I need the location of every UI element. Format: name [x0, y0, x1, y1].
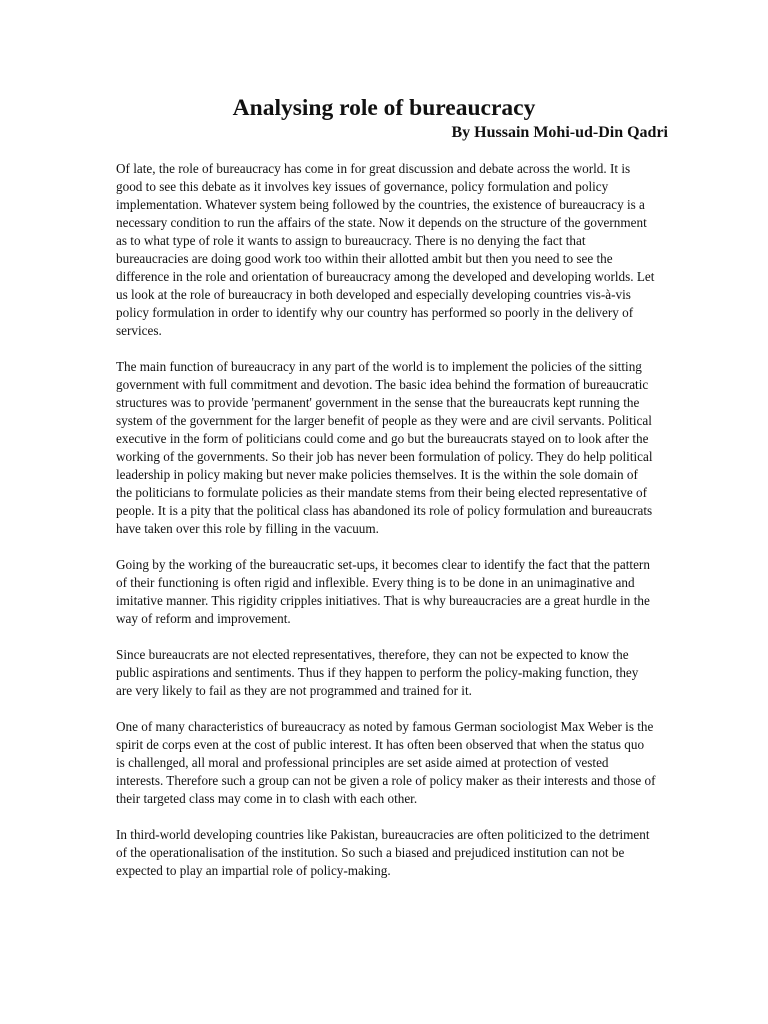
- paragraph-3: Going by the working of the bureaucratic set-ups, it becomes clear to identify the fact that the pattern of their functioning is often rigid and inflexible. Every thing is to be done in an unimaginative and imitative manner. This rigidity cripples initiatives. That is why bureaucracies are a great hurdle in the way of reform and improvement.: [116, 557, 650, 626]
- paragraph-6: In third-world developing countries like Pakistan, bureaucracies are often politicized to the detriment of the operationalisation of the institution. So such a biased and prejudiced institution can not be expected to play an impartial role of policy-making.: [116, 827, 650, 878]
- author-byline: By Hussain Mohi-ud-Din Qadri: [451, 124, 668, 141]
- paragraph-5: One of many characteristics of bureaucracy as noted by famous German sociologist Max Weber is the spirit de corps even at the cost of public interest. It has often been observed that when the status quo is challenged, all moral and professional principles are set aside aimed at protection of vested interests. Therefore such a group can not be given a role of policy maker as their interests and those of their targeted class may come in to clash with each other.: [116, 719, 656, 806]
- document-title: Analysing role of bureaucracy: [232, 95, 536, 121]
- paragraph-1: Of late, the role of bureaucracy has come in for great discussion and debate across the world. It is good to see this debate as it involves key issues of governance, policy formulation and policy implementation. Whatever system being followed by the countries, the existence of bureaucracy is a necessary condition to run the affairs of the state. Now it depends on the structure of the government as to what type of role it wants to assign to bureaucracy. There is no denying the fact that bureaucracies are doing good work too within their allotted ambit but then you need to see the difference in the role and orientation of bureaucracy among the developed and developing worlds. Let us look at the role of bureaucracy in both developed and especially developing countries vis-à-vis policy formulation in order to identify why our country has performed so poorly in the delivery of services.: [116, 161, 655, 338]
- paragraph-4: Since bureaucrats are not elected representatives, therefore, they can not be expected to know the public aspirations and sentiments. Thus if they happen to perform the policy-making function, they are very likely to fail as they are not programmed and trained for it.: [116, 647, 639, 698]
- article-body: [116, 160, 656, 898]
- paragraph-2: The main function of bureaucracy in any part of the world is to implement the policies of the sitting government with full commitment and devotion. The basic idea behind the formation of bureaucratic structures was to provide 'permanent' government in the sense that the bureaucrats kept running the system of the government for the larger benefit of people as they were and are civil servants. Political executive in the form of politicians could come and go but the bureaucrats stayed on to look after the working of the governments. So their job has never been formulation of policy. They do help political leadership in policy making but never make policies themselves. It is the within the sole domain of the politicians to formulate policies as their mandate stems from their being elected representative of people. It is a pity that the political class has abandoned its role of policy formulation and bureaucrats have taken over this role by filling in the vacuum.: [116, 359, 653, 536]
